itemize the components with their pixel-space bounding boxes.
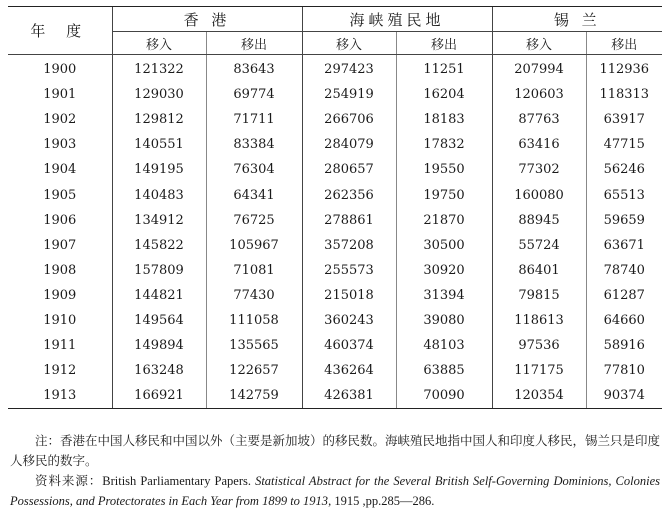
cell-cy-out: 90374 xyxy=(586,383,662,409)
table-row xyxy=(8,182,662,207)
cell-ss-out: 21870 xyxy=(396,208,492,233)
cell-cy-in: 118613 xyxy=(492,308,586,333)
table-row xyxy=(8,107,662,132)
header-year: 年 度 xyxy=(8,7,112,55)
header-region-straits: 海峡殖民地 xyxy=(302,7,492,32)
migration-table xyxy=(8,6,662,409)
cell-hk-in: 166921 xyxy=(112,383,206,409)
cell-year: 1905 xyxy=(43,187,77,203)
subheader-out: 移出 xyxy=(396,32,492,55)
cell-year: 1901 xyxy=(43,87,77,103)
cell-hk-in: 129812 xyxy=(112,107,206,132)
cell-cy-in: 77302 xyxy=(492,157,586,182)
cell-hk-in: 149894 xyxy=(112,333,206,358)
table-row xyxy=(8,157,662,182)
cell-ss-in: 426381 xyxy=(302,383,396,409)
cell-ss-in: 436264 xyxy=(302,358,396,383)
cell-hk-out: 83384 xyxy=(206,132,302,157)
cell-hk-in: 140483 xyxy=(112,182,206,207)
subheader-in: 移入 xyxy=(492,32,586,55)
cell-ss-in: 297423 xyxy=(302,55,396,83)
source-title: Statistical Abstract for the Several British Self-Governing Dominions, Colonies Possessions, and Protectorates in Each Year from 1899 to 1913 xyxy=(10,474,660,508)
cell-cy-in: 120603 xyxy=(492,82,586,107)
cell-cy-out: 63917 xyxy=(586,107,662,132)
cell-hk-out: 77430 xyxy=(206,283,302,308)
source-citation xyxy=(10,471,660,511)
cell-year: 1909 xyxy=(43,287,77,303)
table-body xyxy=(8,55,662,409)
cell-year: 1907 xyxy=(43,237,77,253)
subheader-in: 移入 xyxy=(302,32,396,55)
cell-hk-in: 157809 xyxy=(112,258,206,283)
cell-hk-in: 144821 xyxy=(112,283,206,308)
table-row xyxy=(8,358,662,383)
cell-ss-out: 11251 xyxy=(396,55,492,83)
cell-hk-in: 140551 xyxy=(112,132,206,157)
cell-year: 1912 xyxy=(43,363,77,379)
cell-cy-in: 86401 xyxy=(492,258,586,283)
table-row xyxy=(8,55,662,83)
cell-cy-in: 117175 xyxy=(492,358,586,383)
cell-cy-in: 97536 xyxy=(492,333,586,358)
cell-ss-out: 30500 xyxy=(396,233,492,258)
cell-hk-out: 83643 xyxy=(206,55,302,83)
cell-hk-out: 71081 xyxy=(206,258,302,283)
cell-hk-out: 64341 xyxy=(206,182,302,207)
cell-ss-out: 63885 xyxy=(396,358,492,383)
cell-ss-out: 31394 xyxy=(396,283,492,308)
table-row xyxy=(8,308,662,333)
cell-cy-out: 65513 xyxy=(586,182,662,207)
cell-cy-out: 118313 xyxy=(586,82,662,107)
table-note: 注：香港在中国人移民和中国以外（主要是新加坡）的移民数。海峡殖民地指中国人和印度人移民，锡兰只是印度人移民的数字。 xyxy=(10,433,661,468)
cell-hk-in: 145822 xyxy=(112,233,206,258)
cell-year: 1903 xyxy=(43,137,77,153)
cell-hk-out: 69774 xyxy=(206,82,302,107)
cell-hk-in: 121322 xyxy=(112,55,206,83)
notes xyxy=(10,431,660,511)
cell-cy-in: 79815 xyxy=(492,283,586,308)
cell-year: 1910 xyxy=(43,312,77,328)
cell-hk-out: 76304 xyxy=(206,157,302,182)
cell-cy-in: 207994 xyxy=(492,55,586,83)
header-region-ceylon: 锡 兰 xyxy=(492,7,662,32)
cell-ss-in: 284079 xyxy=(302,132,396,157)
cell-ss-in: 262356 xyxy=(302,182,396,207)
cell-ss-out: 30920 xyxy=(396,258,492,283)
cell-year: 1911 xyxy=(43,338,77,354)
cell-ss-out: 39080 xyxy=(396,308,492,333)
table-row xyxy=(8,258,662,283)
table-row xyxy=(8,383,662,409)
cell-cy-out: 112936 xyxy=(586,55,662,83)
cell-hk-out: 122657 xyxy=(206,358,302,383)
source-prefix: 资料来源：British Parliamentary Papers. xyxy=(35,474,256,488)
cell-hk-in: 149564 xyxy=(112,308,206,333)
cell-ss-in: 255573 xyxy=(302,258,396,283)
subheader-out: 移出 xyxy=(206,32,302,55)
header-region-hongkong: 香 港 xyxy=(112,7,302,32)
cell-year: 1900 xyxy=(43,62,77,78)
cell-year: 1906 xyxy=(43,212,77,228)
cell-ss-out: 16204 xyxy=(396,82,492,107)
table-row xyxy=(8,333,662,358)
cell-ss-in: 357208 xyxy=(302,233,396,258)
cell-ss-out: 19750 xyxy=(396,182,492,207)
cell-ss-out: 17832 xyxy=(396,132,492,157)
cell-cy-in: 120354 xyxy=(492,383,586,409)
table-row xyxy=(8,233,662,258)
cell-hk-out: 105967 xyxy=(206,233,302,258)
cell-ss-in: 360243 xyxy=(302,308,396,333)
cell-hk-in: 163248 xyxy=(112,358,206,383)
cell-year: 1902 xyxy=(43,112,77,128)
cell-year: 1913 xyxy=(8,383,112,409)
cell-cy-out: 78740 xyxy=(586,258,662,283)
cell-hk-out: 76725 xyxy=(206,208,302,233)
cell-hk-in: 134912 xyxy=(112,208,206,233)
cell-cy-out: 77810 xyxy=(586,358,662,383)
cell-hk-out: 71711 xyxy=(206,107,302,132)
cell-cy-in: 88945 xyxy=(492,208,586,233)
cell-ss-out: 18183 xyxy=(396,107,492,132)
cell-ss-out: 19550 xyxy=(396,157,492,182)
table-row xyxy=(8,82,662,107)
cell-cy-out: 59659 xyxy=(586,208,662,233)
cell-ss-in: 215018 xyxy=(302,283,396,308)
table-row xyxy=(8,132,662,157)
table-row xyxy=(8,283,662,308)
cell-ss-in: 280657 xyxy=(302,157,396,182)
cell-cy-in: 55724 xyxy=(492,233,586,258)
cell-year: 1904 xyxy=(43,162,77,178)
cell-cy-out: 64660 xyxy=(586,308,662,333)
cell-hk-out: 142759 xyxy=(206,383,302,409)
cell-hk-in: 129030 xyxy=(112,82,206,107)
cell-ss-out: 48103 xyxy=(396,333,492,358)
cell-cy-out: 63671 xyxy=(586,233,662,258)
cell-ss-in: 254919 xyxy=(302,82,396,107)
cell-cy-out: 61287 xyxy=(586,283,662,308)
cell-hk-in: 149195 xyxy=(112,157,206,182)
cell-cy-out: 56246 xyxy=(586,157,662,182)
cell-cy-in: 160080 xyxy=(492,182,586,207)
cell-ss-in: 266706 xyxy=(302,107,396,132)
cell-cy-in: 87763 xyxy=(492,107,586,132)
cell-ss-in: 460374 xyxy=(302,333,396,358)
cell-cy-out: 58916 xyxy=(586,333,662,358)
cell-ss-out: 70090 xyxy=(396,383,492,409)
subheader-out: 移出 xyxy=(586,32,662,55)
cell-cy-out: 47715 xyxy=(586,132,662,157)
subheader-in: 移入 xyxy=(112,32,206,55)
cell-ss-in: 278861 xyxy=(302,208,396,233)
cell-hk-out: 111058 xyxy=(206,308,302,333)
cell-hk-out: 135565 xyxy=(206,333,302,358)
source-suffix: , 1915 ,pp.285—286. xyxy=(328,494,435,508)
cell-year: 1908 xyxy=(43,262,77,278)
cell-cy-in: 63416 xyxy=(492,132,586,157)
table-row xyxy=(8,208,662,233)
